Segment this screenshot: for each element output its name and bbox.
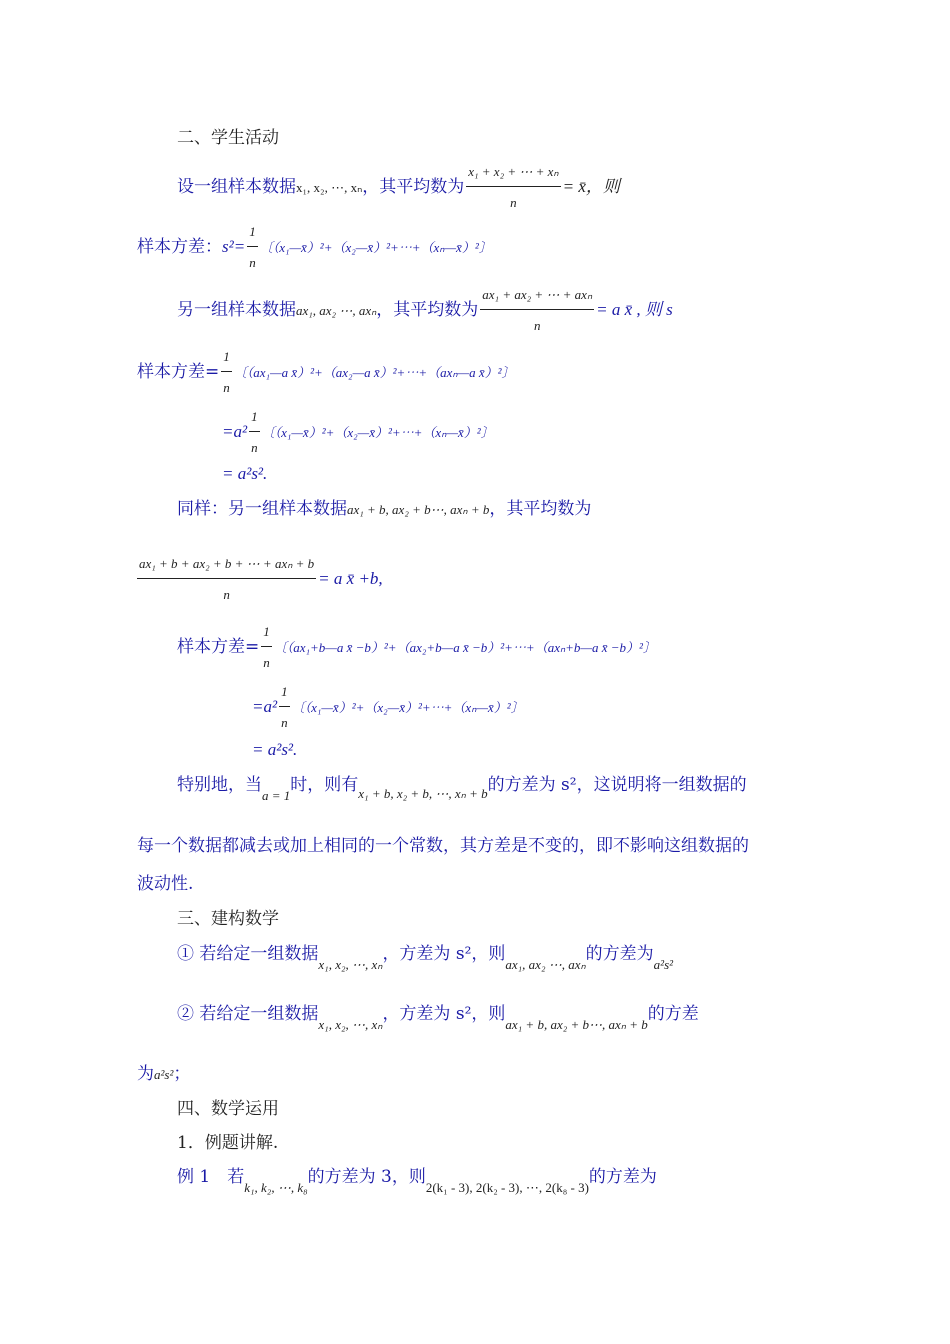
equation: = x̄，则 bbox=[562, 177, 620, 196]
sequence: ax₁, ax₂ ⋯, axₙ bbox=[296, 303, 377, 318]
para-scaled-mean bbox=[177, 283, 673, 338]
one-over-n bbox=[279, 680, 290, 735]
equation: =a² bbox=[222, 422, 248, 441]
fraction-numerator: 1 bbox=[261, 620, 272, 647]
variance-formula-2b bbox=[222, 405, 494, 460]
one-over-n bbox=[221, 345, 232, 400]
text: 另一组样本数据 bbox=[177, 300, 296, 320]
text: ① 若给定一组数据 bbox=[177, 944, 319, 964]
fraction-denominator: n bbox=[263, 655, 270, 670]
fraction-denominator: n bbox=[510, 195, 517, 210]
heading-math-application: 四、数学运用 bbox=[177, 1099, 279, 1119]
para-sample-mean bbox=[177, 160, 620, 215]
special-case-line-1 bbox=[177, 773, 747, 803]
fraction-denominator: n bbox=[249, 255, 256, 270]
label: 样本方差： bbox=[137, 237, 222, 257]
variance-sum: 〔（x₁—x̄）²+（x₂—x̄）²+⋯+（xₙ—x̄）²〕 bbox=[291, 700, 524, 715]
variance-sum: 〔（x₁—x̄）²+（x₂—x̄）²+⋯+（xₙ—x̄）²〕 bbox=[259, 240, 492, 255]
fraction-numerator: 1 bbox=[247, 220, 258, 247]
fraction-numerator: ax₁ + b + ax₂ + b + ⋯ + axₙ + b bbox=[137, 552, 316, 579]
sequence: x₁ + b, x₂ + b, ⋯, xₙ + b bbox=[358, 786, 488, 801]
fraction-denominator: n bbox=[281, 715, 288, 730]
sequence-scaled: ax₁, ax₂ ⋯, axₙ bbox=[505, 957, 586, 972]
text: 设一组样本数据 bbox=[177, 177, 296, 197]
fraction-numerator: x₁ + x₂ + ⋯ + xₙ bbox=[466, 160, 560, 187]
variance-formula-2 bbox=[137, 345, 515, 400]
text: 的方差为 s²，这说明将一组数据的 bbox=[487, 775, 747, 795]
label: 样本方差= bbox=[137, 362, 220, 382]
variance-formula-3b bbox=[252, 680, 524, 735]
variance-sum: 〔（x₁—x̄）²+（x₂—x̄）²+⋯+（xₙ—x̄）²〕 bbox=[261, 425, 494, 440]
para-shifted-data bbox=[177, 497, 591, 522]
fraction-denominator: n bbox=[533, 318, 541, 333]
one-over-n bbox=[261, 620, 272, 675]
text: ，其平均数为 bbox=[362, 177, 465, 197]
sequence: x₁, x₂, ⋯, xₙ bbox=[318, 1017, 383, 1032]
heading-example-lecture: 1．例题讲解. bbox=[177, 1133, 279, 1153]
text: ，方差为 s²，则 bbox=[382, 1004, 506, 1024]
conclusion-2-line-2 bbox=[137, 1062, 190, 1087]
text: 同样：另一组样本数据 bbox=[177, 499, 347, 519]
text: 的方差 bbox=[647, 1004, 699, 1024]
fraction-numerator: ax₁ + ax₂ + ⋯ + axₙ bbox=[480, 283, 594, 310]
sequence: x₁, x₂, ⋯, xₙ bbox=[318, 957, 383, 972]
special-case-line-3: 波动性. bbox=[137, 874, 194, 894]
text: ，方差为 s²，则 bbox=[382, 944, 506, 964]
text: 时，则有 bbox=[290, 775, 359, 795]
sequence: ax₁ + b, ax₂ + b⋯, axₙ + b bbox=[347, 502, 490, 517]
condition: a = 1 bbox=[262, 788, 291, 803]
fraction-denominator: n bbox=[251, 440, 258, 455]
variance-sum: 〔（ax₁+b—a x̄ −b）²+（ax₂+b—a x̄ −b）²+⋯+（axₙ+b—a x̄ −b）²〕 bbox=[273, 640, 656, 655]
fraction-denominator: n bbox=[223, 587, 230, 602]
one-over-n bbox=[247, 220, 258, 275]
variance-sum: 〔（ax₁—a x̄）²+（ax₂—a x̄）²+⋯+（axₙ—a x̄）²〕 bbox=[233, 365, 515, 380]
conclusion-1 bbox=[177, 942, 674, 972]
result: a²s² bbox=[653, 957, 674, 972]
mean-fraction bbox=[480, 283, 594, 338]
text: ，其平均数为 bbox=[489, 499, 592, 519]
example-1 bbox=[177, 1165, 657, 1195]
text: 为 bbox=[137, 1064, 154, 1084]
text: 特别地，当 bbox=[177, 775, 262, 795]
one-over-n bbox=[249, 405, 260, 460]
text: 的方差为 bbox=[588, 1167, 657, 1187]
sequence: k₁, k₂, ⋯, k₈ bbox=[244, 1180, 308, 1195]
equation: = a x̄ , 则 s bbox=[596, 300, 673, 319]
special-case-line-2: 每一个数据都减去或加上相同的一个常数，其方差是不变的，即不影响这组数据的 bbox=[137, 836, 749, 856]
text: ； bbox=[173, 1064, 191, 1084]
fraction-numerator: 1 bbox=[221, 345, 232, 372]
equation: = a²s². bbox=[222, 464, 268, 483]
text: ，其平均数为 bbox=[376, 300, 479, 320]
mean-fraction bbox=[137, 552, 316, 607]
sequence: x₁, x₂, ⋯, xₙ bbox=[296, 180, 363, 195]
heading-student-activity: 二、学生活动 bbox=[177, 128, 279, 148]
mean-fraction bbox=[466, 160, 560, 215]
equation: = a²s². bbox=[252, 740, 298, 759]
label: 样本方差= bbox=[177, 637, 260, 657]
text: 的方差为 bbox=[585, 944, 654, 964]
variance-result-2 bbox=[222, 462, 267, 486]
variance-result-3 bbox=[252, 738, 297, 762]
sequence-transformed: 2(k₁ - 3), 2(k₂ - 3), ⋯, 2(k₈ - 3) bbox=[425, 1180, 589, 1195]
fraction-denominator: n bbox=[223, 380, 230, 395]
variance-formula-1 bbox=[137, 220, 492, 275]
shifted-mean-formula bbox=[137, 552, 383, 607]
equation: =a² bbox=[252, 697, 278, 716]
conclusion-2 bbox=[177, 1002, 699, 1032]
fraction-numerator: 1 bbox=[249, 405, 260, 432]
s-squared: s²= bbox=[222, 237, 246, 256]
heading-construct-math: 三、建构数学 bbox=[177, 909, 279, 929]
sequence-shifted: ax₁ + b, ax₂ + b⋯, axₙ + b bbox=[505, 1017, 648, 1032]
text: 例 1 若 bbox=[177, 1167, 245, 1187]
text: 的方差为 3，则 bbox=[307, 1167, 426, 1187]
result: a²s² bbox=[154, 1067, 174, 1082]
text: ② 若给定一组数据 bbox=[177, 1004, 319, 1024]
variance-formula-3 bbox=[177, 620, 656, 675]
fraction-numerator: 1 bbox=[279, 680, 290, 707]
equation: = a x̄ +b, bbox=[318, 569, 383, 588]
